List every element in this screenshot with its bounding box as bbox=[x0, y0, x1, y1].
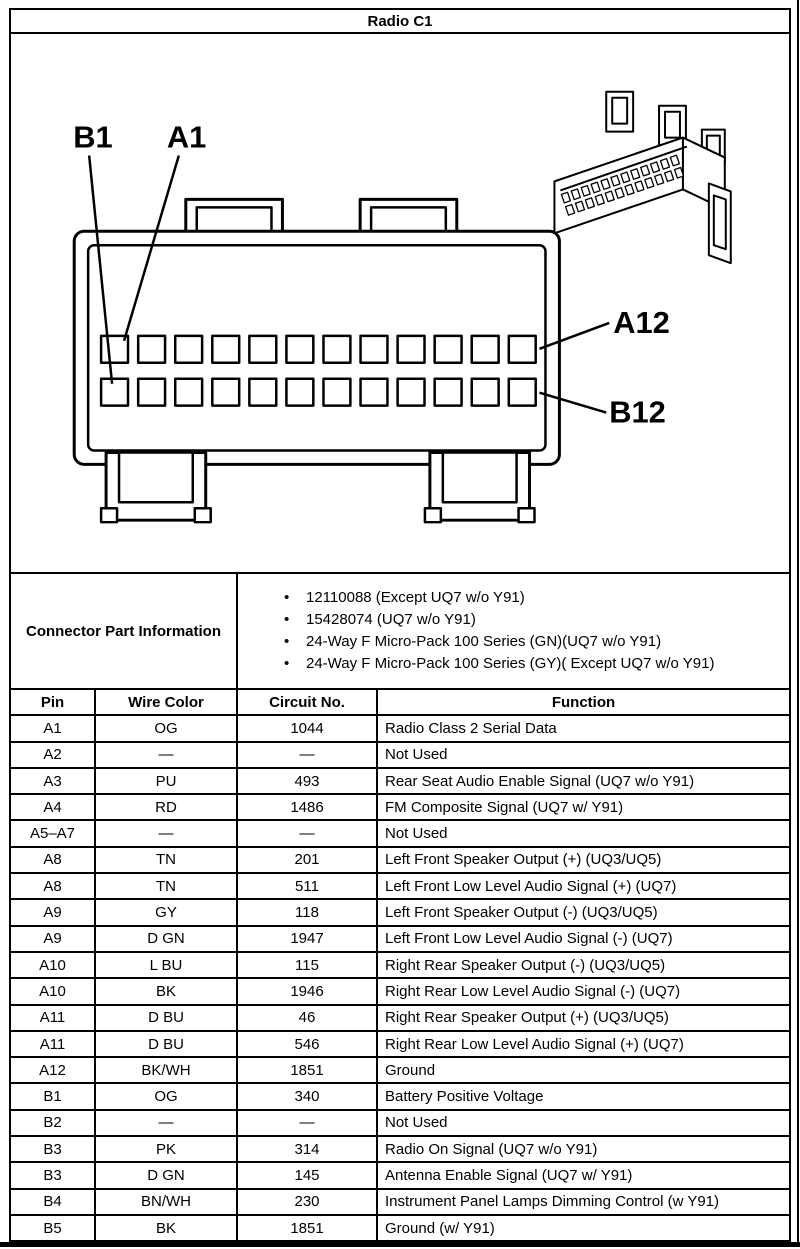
part-info-text: 12110088 (Except UQ7 w/o Y91) bbox=[306, 589, 525, 606]
pin-cavity-B5 bbox=[249, 379, 276, 406]
circuit-no-cell: 546 bbox=[237, 1031, 377, 1057]
table-row bbox=[10, 1083, 790, 1109]
wire-color-cell: D BU bbox=[95, 1005, 237, 1031]
wire-color-cell: OG bbox=[95, 715, 237, 741]
wire-color-cell: PK bbox=[95, 1136, 237, 1162]
function-cell: Radio On Signal (UQ7 w/o Y91) bbox=[377, 1136, 790, 1162]
pin-cavity-A3 bbox=[175, 336, 202, 363]
function-cell: Left Front Speaker Output (-) (UQ3/UQ5) bbox=[377, 899, 790, 925]
function-cell: Rear Seat Audio Enable Signal (UQ7 w/o Y91) bbox=[377, 768, 790, 794]
function-cell: Left Front Low Level Audio Signal (-) (UQ7) bbox=[377, 926, 790, 952]
pin-cavity-B12 bbox=[509, 379, 536, 406]
function-cell: Ground (w/ Y91) bbox=[377, 1215, 790, 1241]
circuit-no-cell: 1946 bbox=[237, 978, 377, 1004]
pin-cavity-B11 bbox=[472, 379, 499, 406]
pin-cavity-B1 bbox=[101, 379, 128, 406]
part-info-text: 24-Way F Micro-Pack 100 Series (GN)(UQ7 w/o Y91) bbox=[306, 633, 662, 650]
pin-cavity-A6 bbox=[286, 336, 313, 363]
pin-label-b12: B12 bbox=[609, 394, 666, 430]
table-header-row bbox=[10, 689, 790, 715]
pin-cell: B2 bbox=[10, 1110, 95, 1136]
function-cell: Radio Class 2 Serial Data bbox=[377, 715, 790, 741]
pin-cell: A1 bbox=[10, 715, 95, 741]
pin-cell: B3 bbox=[10, 1162, 95, 1188]
wire-color-cell: BK bbox=[95, 1215, 237, 1241]
column-header: Wire Color bbox=[95, 689, 237, 715]
wire-color-cell: OG bbox=[95, 1083, 237, 1109]
wire-color-cell: — bbox=[95, 820, 237, 846]
wire-color-cell: D BU bbox=[95, 1031, 237, 1057]
connector-front-view bbox=[74, 199, 559, 522]
table-row bbox=[10, 873, 790, 899]
wire-color-cell: D GN bbox=[95, 926, 237, 952]
pin-cell: A9 bbox=[10, 899, 95, 925]
table-row bbox=[10, 847, 790, 873]
circuit-no-cell: 230 bbox=[237, 1189, 377, 1215]
circuit-no-cell: 1947 bbox=[237, 926, 377, 952]
wire-color-cell: TN bbox=[95, 873, 237, 899]
circuit-no-cell: 115 bbox=[237, 952, 377, 978]
pin-label-a1: A1 bbox=[166, 119, 207, 155]
pin-cell: A3 bbox=[10, 768, 95, 794]
pin-cavity-B10 bbox=[435, 379, 462, 406]
part-info-item bbox=[284, 631, 779, 653]
pin-cavity-A8 bbox=[361, 336, 388, 363]
part-info-text: 24-Way F Micro-Pack 100 Series (GY)( Except UQ7 w/o Y91) bbox=[306, 655, 715, 672]
function-cell: Not Used bbox=[377, 742, 790, 768]
circuit-no-cell: 201 bbox=[237, 847, 377, 873]
pin-cell: A9 bbox=[10, 926, 95, 952]
circuit-no-cell: 493 bbox=[237, 768, 377, 794]
pin-cell: A10 bbox=[10, 978, 95, 1004]
circuit-no-cell: 1486 bbox=[237, 794, 377, 820]
function-cell: Not Used bbox=[377, 1110, 790, 1136]
pin-cell: B5 bbox=[10, 1215, 95, 1241]
pin-cell: A11 bbox=[10, 1005, 95, 1031]
function-cell: Right Rear Low Level Audio Signal (+) (UQ7) bbox=[377, 1031, 790, 1057]
column-header: Function bbox=[377, 689, 790, 715]
pin-cavity-A12 bbox=[509, 336, 536, 363]
pin-cell: A10 bbox=[10, 952, 95, 978]
function-cell: Right Rear Low Level Audio Signal (-) (UQ7) bbox=[377, 978, 790, 1004]
table-row bbox=[10, 794, 790, 820]
table-row bbox=[10, 1189, 790, 1215]
table-row bbox=[10, 899, 790, 925]
bullet-icon: • bbox=[284, 655, 290, 672]
table-row bbox=[10, 926, 790, 952]
table-row bbox=[10, 1005, 790, 1031]
circuit-no-cell: 118 bbox=[237, 899, 377, 925]
wire-color-cell: PU bbox=[95, 768, 237, 794]
circuit-no-cell: 46 bbox=[237, 1005, 377, 1031]
bullet-icon: • bbox=[284, 633, 290, 650]
circuit-no-cell: 1851 bbox=[237, 1057, 377, 1083]
table-row bbox=[10, 1031, 790, 1057]
pin-label-a12: A12 bbox=[613, 304, 670, 340]
table-row bbox=[10, 715, 790, 741]
wire-color-cell: RD bbox=[95, 794, 237, 820]
table-row bbox=[10, 768, 790, 794]
function-cell: Instrument Panel Lamps Dimming Control (w Y91) bbox=[377, 1189, 790, 1215]
pin-label-b1: B1 bbox=[73, 119, 113, 155]
part-info-item bbox=[284, 587, 779, 609]
pin-cavity-B6 bbox=[286, 379, 313, 406]
pin-cavity-B7 bbox=[323, 379, 350, 406]
function-cell: Antenna Enable Signal (UQ7 w/ Y91) bbox=[377, 1162, 790, 1188]
pin-cell: B4 bbox=[10, 1189, 95, 1215]
pin-cavity-B9 bbox=[398, 379, 425, 406]
wire-color-cell: — bbox=[95, 742, 237, 768]
circuit-no-cell: 1044 bbox=[237, 715, 377, 741]
wire-color-cell: GY bbox=[95, 899, 237, 925]
connector-diagram-section bbox=[9, 34, 791, 574]
pin-cavity-A9 bbox=[398, 336, 425, 363]
pin-cell: A8 bbox=[10, 873, 95, 899]
wire-color-cell: — bbox=[95, 1110, 237, 1136]
circuit-no-cell: — bbox=[237, 820, 377, 846]
circuit-no-cell: 340 bbox=[237, 1083, 377, 1109]
pin-cell: B3 bbox=[10, 1136, 95, 1162]
pin-cavity-B2 bbox=[138, 379, 165, 406]
table-row bbox=[10, 820, 790, 846]
circuit-no-cell: 314 bbox=[237, 1136, 377, 1162]
function-cell: FM Composite Signal (UQ7 w/ Y91) bbox=[377, 794, 790, 820]
bullet-icon: • bbox=[284, 589, 290, 606]
pin-cavity-A10 bbox=[435, 336, 462, 363]
function-cell: Right Rear Speaker Output (-) (UQ3/UQ5) bbox=[377, 952, 790, 978]
pin-cell: A2 bbox=[10, 742, 95, 768]
connector-part-info-section bbox=[9, 574, 791, 688]
page-title: Radio C1 bbox=[9, 8, 791, 34]
pin-cell: A8 bbox=[10, 847, 95, 873]
pin-cell: B1 bbox=[10, 1083, 95, 1109]
circuit-no-cell: 145 bbox=[237, 1162, 377, 1188]
circuit-no-cell: 511 bbox=[237, 873, 377, 899]
table-row bbox=[10, 1110, 790, 1136]
circuit-no-cell: — bbox=[237, 742, 377, 768]
pin-cavity-B4 bbox=[212, 379, 239, 406]
pin-cell: A12 bbox=[10, 1057, 95, 1083]
pin-cell: A5–A7 bbox=[10, 820, 95, 846]
pin-cavity-A7 bbox=[323, 336, 350, 363]
column-header: Circuit No. bbox=[237, 689, 377, 715]
table-row bbox=[10, 1162, 790, 1188]
wire-color-cell: L BU bbox=[95, 952, 237, 978]
pin-cavity-A5 bbox=[249, 336, 276, 363]
table-row bbox=[10, 742, 790, 768]
pin-cavity-B8 bbox=[361, 379, 388, 406]
table-row bbox=[10, 952, 790, 978]
table-row bbox=[10, 1136, 790, 1162]
pinout-table bbox=[9, 688, 791, 1242]
wire-color-cell: BN/WH bbox=[95, 1189, 237, 1215]
table-row bbox=[10, 978, 790, 1004]
table-row bbox=[10, 1057, 790, 1083]
function-cell: Left Front Low Level Audio Signal (+) (UQ7) bbox=[377, 873, 790, 899]
pin-cell: A4 bbox=[10, 794, 95, 820]
function-cell: Battery Positive Voltage bbox=[377, 1083, 790, 1109]
pin-cell: A11 bbox=[10, 1031, 95, 1057]
part-info-item bbox=[284, 609, 779, 631]
column-header: Pin bbox=[10, 689, 95, 715]
wire-color-cell: D GN bbox=[95, 1162, 237, 1188]
function-cell: Ground bbox=[377, 1057, 790, 1083]
table-row bbox=[10, 1215, 790, 1241]
wire-color-cell: BK bbox=[95, 978, 237, 1004]
pin-cavity-A11 bbox=[472, 336, 499, 363]
pin-cavity-A2 bbox=[138, 336, 165, 363]
pin-cavity-B3 bbox=[175, 379, 202, 406]
connector-diagram-svg bbox=[11, 34, 789, 572]
connector-3d-view bbox=[554, 92, 730, 263]
function-cell: Not Used bbox=[377, 820, 790, 846]
part-info-list bbox=[238, 574, 789, 688]
circuit-no-cell: — bbox=[237, 1110, 377, 1136]
wire-color-cell: BK/WH bbox=[95, 1057, 237, 1083]
pin-cavity-A4 bbox=[212, 336, 239, 363]
page-edge-right bbox=[797, 0, 799, 1246]
bullet-icon: • bbox=[284, 611, 290, 628]
part-info-text: 15428074 (UQ7 w/o Y91) bbox=[306, 611, 476, 628]
circuit-no-cell: 1851 bbox=[237, 1215, 377, 1241]
part-info-item bbox=[284, 653, 779, 675]
page-edge-bottom bbox=[0, 1242, 800, 1247]
function-cell: Right Rear Speaker Output (+) (UQ3/UQ5) bbox=[377, 1005, 790, 1031]
function-cell: Left Front Speaker Output (+) (UQ3/UQ5) bbox=[377, 847, 790, 873]
wire-color-cell: TN bbox=[95, 847, 237, 873]
pinout-table-body bbox=[10, 715, 790, 1241]
part-info-heading: Connector Part Information bbox=[11, 574, 238, 688]
